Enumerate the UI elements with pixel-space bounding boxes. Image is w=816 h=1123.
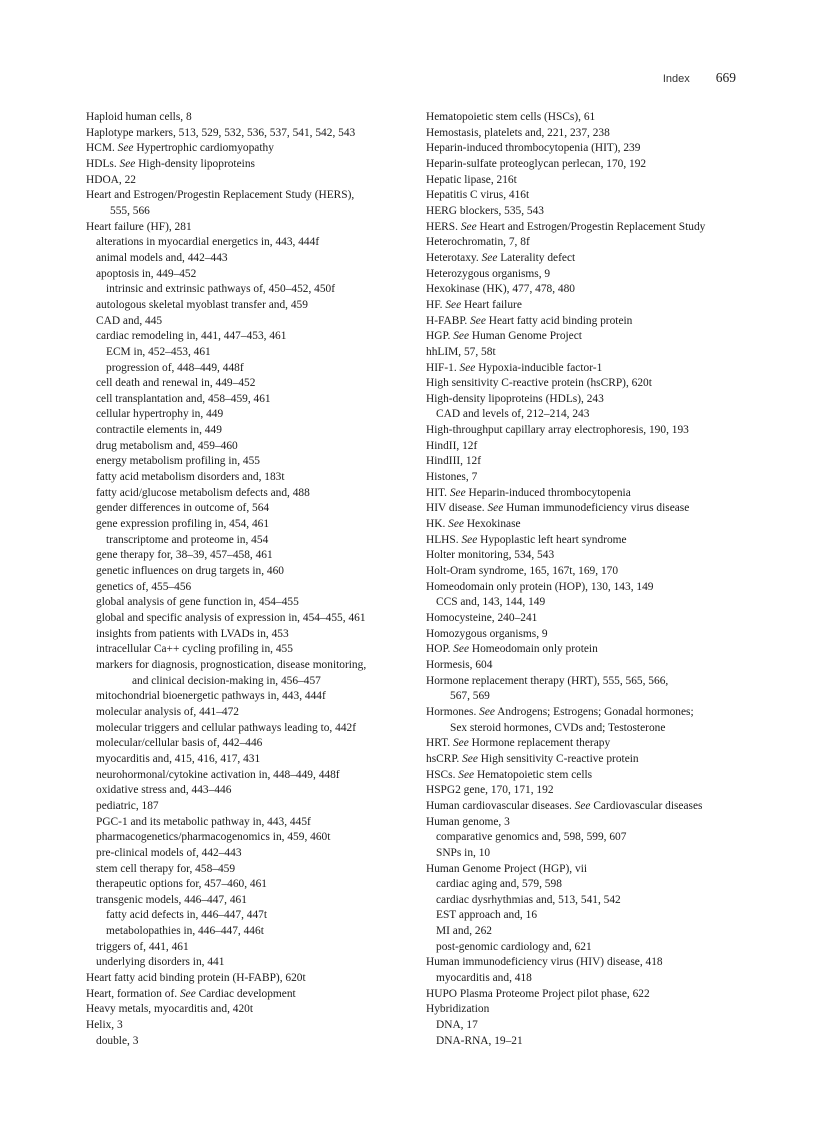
index-entry bbox=[86, 987, 416, 1003]
entry-text: underlying disorders in, 441 bbox=[96, 956, 225, 969]
entry-text: autologous skeletal myoblast transfer and, 459 bbox=[96, 298, 308, 311]
index-subentry bbox=[86, 736, 416, 752]
index-entry bbox=[426, 674, 756, 690]
entry-text: transgenic models, 446–447, 461 bbox=[96, 893, 247, 906]
entry-text: Homeodomain only protein (HOP), 130, 143, 149 bbox=[426, 580, 654, 593]
index-subentry bbox=[86, 314, 416, 330]
entry-text: Homocysteine, 240–241 bbox=[426, 612, 538, 624]
index-entry bbox=[426, 799, 756, 815]
index-subentry bbox=[86, 955, 416, 971]
see-reference: See bbox=[470, 314, 486, 327]
see-reference: See bbox=[452, 737, 469, 750]
index-entry bbox=[426, 188, 756, 204]
cross-reference-target: High-density lipoproteins bbox=[135, 157, 255, 170]
index-subentry bbox=[86, 689, 416, 705]
see-reference: See bbox=[448, 518, 464, 531]
entry-text: Heterotaxy. bbox=[426, 251, 482, 264]
index-subentry bbox=[86, 580, 416, 596]
see-reference: See bbox=[487, 502, 504, 515]
entry-text: MI and, 262 bbox=[436, 925, 492, 938]
index-entry bbox=[426, 470, 756, 486]
entry-text: Human immunodeficiency virus (HIV) disease, 418 bbox=[426, 956, 663, 969]
index-entry bbox=[426, 705, 756, 721]
index-entry bbox=[426, 564, 756, 580]
entry-text: Sex steroid hormones, CVDs and; Testosterone bbox=[450, 721, 666, 734]
entry-text: molecular triggers and cellular pathways leading to, 442f bbox=[96, 721, 356, 734]
entry-text: Haplotype markers, 513, 529, 532, 536, 537, 541, 542, 543 bbox=[86, 126, 356, 139]
cross-reference-target: Hematopoietic stem cells bbox=[474, 768, 593, 781]
index-entry bbox=[426, 204, 756, 220]
index-entry bbox=[426, 235, 756, 251]
index-subentry bbox=[86, 361, 416, 377]
entry-text: HIF-1. bbox=[426, 361, 460, 374]
index-subentry bbox=[86, 235, 416, 251]
entry-text: myocarditis and, 418 bbox=[436, 972, 532, 985]
index-subentry bbox=[86, 595, 416, 611]
index-subentry bbox=[86, 1034, 416, 1050]
index-entry bbox=[426, 533, 756, 549]
entry-text: Heart fatty acid binding protein (H-FABP), 620t bbox=[86, 972, 306, 985]
entry-text: HCM. bbox=[86, 142, 118, 155]
see-reference: See bbox=[453, 643, 470, 656]
index-subentry bbox=[86, 752, 416, 768]
index-subentry bbox=[86, 282, 416, 298]
index-entry bbox=[426, 110, 756, 126]
index-entry bbox=[426, 329, 756, 345]
entry-text: HIT. bbox=[426, 486, 450, 499]
see-reference: See bbox=[461, 533, 478, 546]
entry-text: High sensitivity C-reactive protein (hsCRP), 620t bbox=[426, 377, 652, 390]
index-subentry bbox=[426, 971, 756, 987]
entry-text: 555, 566 bbox=[110, 204, 150, 217]
entry-text: energy metabolism profiling in, 455 bbox=[96, 455, 260, 468]
entry-text: Hepatitis C virus, 416t bbox=[426, 189, 530, 202]
entry-text: Hormesis, 604 bbox=[426, 658, 493, 671]
running-header bbox=[663, 70, 736, 86]
entry-text: EST approach and, 16 bbox=[436, 909, 538, 922]
entry-text: HRT. bbox=[426, 737, 453, 750]
index-subentry bbox=[86, 533, 416, 549]
index-subentry bbox=[426, 924, 756, 940]
index-entry bbox=[426, 862, 756, 878]
entry-text: global and specific analysis of expression in, 454–455, 461 bbox=[96, 612, 366, 624]
see-reference: See bbox=[481, 251, 498, 264]
entry-text: and clinical decision-making in, 456–457 bbox=[132, 674, 321, 687]
entry-text: HindIII, 12f bbox=[426, 455, 482, 468]
index-subentry bbox=[86, 251, 416, 267]
index-column-left bbox=[86, 110, 416, 1049]
index-subentry bbox=[86, 501, 416, 517]
entry-text: global analysis of gene function in, 454–455 bbox=[96, 596, 299, 609]
index-entry bbox=[426, 141, 756, 157]
index-subentry bbox=[86, 376, 416, 392]
entry-text: gene expression profiling in, 454, 461 bbox=[96, 518, 270, 531]
entry-text: contractile elements in, 449 bbox=[96, 424, 222, 437]
index-subentry bbox=[86, 517, 416, 533]
index-column-right bbox=[426, 110, 756, 1049]
entry-text: Hemostasis, platelets and, 221, 237, 238 bbox=[426, 126, 610, 139]
entry-text: Helix, 3 bbox=[86, 1019, 123, 1032]
index-subentry bbox=[426, 595, 756, 611]
see-reference: See bbox=[445, 298, 462, 311]
entry-text: mitochondrial bioenergetic pathways in, 443, 444f bbox=[96, 690, 326, 703]
entry-text: therapeutic options for, 457–460, 461 bbox=[96, 878, 268, 891]
cross-reference-target: Homeodomain only protein bbox=[469, 643, 598, 656]
entry-text: triggers of, 441, 461 bbox=[96, 940, 189, 953]
index-subentry bbox=[426, 407, 756, 423]
index-entry bbox=[426, 580, 756, 596]
entry-text: H-FABP. bbox=[426, 314, 471, 327]
cross-reference-target: Cardiac development bbox=[195, 987, 296, 1000]
entry-text: hsCRP. bbox=[426, 752, 463, 765]
entry-text: CAD and levels of, 212–214, 243 bbox=[436, 408, 590, 421]
entry-text: Holter monitoring, 534, 543 bbox=[426, 549, 555, 562]
entry-text: comparative genomics and, 598, 599, 607 bbox=[436, 831, 627, 844]
index-subentry bbox=[86, 345, 416, 361]
index-subentry bbox=[426, 1018, 756, 1034]
index-subentry bbox=[86, 548, 416, 564]
entry-text: Homozygous organisms, 9 bbox=[426, 627, 548, 640]
entry-text: HGP. bbox=[426, 330, 454, 343]
index-subentry bbox=[86, 486, 416, 502]
entry-text: HDOA, 22 bbox=[86, 173, 136, 186]
entry-text: myocarditis and, 415, 416, 417, 431 bbox=[96, 752, 261, 765]
entry-text: Hepatic lipase, 216t bbox=[426, 173, 517, 186]
index-subentry bbox=[86, 470, 416, 486]
see-reference: See bbox=[574, 799, 591, 812]
see-reference: See bbox=[479, 705, 495, 718]
index-entry bbox=[426, 517, 756, 533]
entry-text: post-genomic cardiology and, 621 bbox=[436, 940, 592, 953]
index-entry bbox=[426, 423, 756, 439]
index-entry-continuation bbox=[86, 204, 416, 220]
entry-text: fatty acid defects in, 446–447, 447t bbox=[106, 909, 268, 922]
index-entry bbox=[426, 282, 756, 298]
index-entry bbox=[426, 611, 756, 627]
index-subentry bbox=[86, 846, 416, 862]
index-subentry bbox=[86, 721, 416, 737]
entry-text: Heavy metals, myocarditis and, 420t bbox=[86, 1003, 254, 1016]
index-entry-continuation bbox=[426, 721, 756, 737]
entry-text: Hexokinase (HK), 477, 478, 480 bbox=[426, 283, 576, 296]
index-entry bbox=[86, 188, 416, 204]
index-entry bbox=[86, 157, 416, 173]
index-entry bbox=[426, 658, 756, 674]
entry-text: double, 3 bbox=[96, 1034, 139, 1047]
entry-text: DNA-RNA, 19–21 bbox=[436, 1034, 523, 1047]
page-number: 669 bbox=[715, 70, 736, 85]
entry-text: Human Genome Project (HGP), vii bbox=[426, 862, 588, 875]
index-subentry bbox=[86, 799, 416, 815]
index-subentry bbox=[86, 830, 416, 846]
index-subentry bbox=[86, 877, 416, 893]
index-subentry bbox=[86, 908, 416, 924]
entry-text: genetics of, 455–456 bbox=[96, 580, 192, 593]
index-subentry bbox=[86, 893, 416, 909]
entry-text: HK. bbox=[426, 518, 449, 531]
entry-text: fatty acid/glucose metabolism defects and, 488 bbox=[96, 486, 310, 499]
entry-text: Hematopoietic stem cells (HSCs), 61 bbox=[426, 111, 596, 123]
index-entry bbox=[426, 298, 756, 314]
index-entry bbox=[426, 345, 756, 361]
entry-text: hhLIM, 57, 58t bbox=[426, 345, 496, 358]
index-entry bbox=[86, 971, 416, 987]
index-subentry bbox=[426, 908, 756, 924]
entry-text: Heart failure (HF), 281 bbox=[86, 220, 192, 233]
cross-reference-target: Cardiovascular diseases bbox=[590, 799, 703, 812]
index-subentry bbox=[86, 924, 416, 940]
index-entry bbox=[426, 157, 756, 173]
cross-reference-target: Human immunodeficiency virus disease bbox=[503, 502, 690, 515]
entry-text: gene therapy for, 38–39, 457–458, 461 bbox=[96, 549, 273, 562]
entry-text: Hormones. bbox=[426, 705, 480, 718]
entry-text: animal models and, 442–443 bbox=[96, 251, 228, 264]
index-entry bbox=[426, 392, 756, 408]
entry-text: neurohormonal/cytokine activation in, 448–449, 448f bbox=[96, 768, 340, 781]
index-subentry bbox=[86, 658, 416, 674]
index-subentry bbox=[86, 705, 416, 721]
entry-text: Heterozygous organisms, 9 bbox=[426, 267, 551, 280]
entry-text: CAD and, 445 bbox=[96, 314, 163, 327]
see-reference: See bbox=[460, 220, 477, 233]
entry-text: HIV disease. bbox=[426, 502, 488, 515]
entry-text: HDLs. bbox=[86, 157, 120, 170]
index-entry bbox=[426, 314, 756, 330]
entry-text: insights from patients with LVADs in, 453 bbox=[96, 627, 289, 640]
index-entry bbox=[86, 110, 416, 126]
entry-text: stem cell therapy for, 458–459 bbox=[96, 862, 236, 875]
cross-reference-target: Human Genome Project bbox=[469, 330, 582, 343]
entry-text: alterations in myocardial energetics in, 443, 444f bbox=[96, 236, 320, 249]
entry-text: cell death and renewal in, 449–452 bbox=[96, 377, 256, 390]
entry-text: HLHS. bbox=[426, 533, 462, 546]
entry-text: HSCs. bbox=[426, 768, 459, 781]
entry-text: progression of, 448–449, 448f bbox=[106, 361, 244, 374]
entry-text: molecular analysis of, 441–472 bbox=[96, 705, 239, 718]
entry-text: HSPG2 gene, 170, 171, 192 bbox=[426, 784, 554, 797]
entry-text: Human genome, 3 bbox=[426, 815, 510, 828]
entry-text: HOP. bbox=[426, 643, 454, 656]
index-entry bbox=[426, 439, 756, 455]
entry-text: intracellular Ca++ cycling profiling in, 455 bbox=[96, 643, 293, 656]
cross-reference-target: Heart and Estrogen/Progestin Replacement Study bbox=[476, 220, 706, 233]
entry-text: HERS. bbox=[426, 220, 461, 233]
cross-reference-target: Laterality defect bbox=[497, 251, 576, 264]
cross-reference-target: High sensitivity C-reactive protein bbox=[477, 752, 639, 765]
entry-text: cell transplantation and, 458–459, 461 bbox=[96, 392, 271, 405]
index-entry-continuation bbox=[426, 689, 756, 705]
index-subentry bbox=[426, 893, 756, 909]
entry-text: HindII, 12f bbox=[426, 439, 478, 452]
index-entry bbox=[426, 815, 756, 831]
index-entry bbox=[426, 173, 756, 189]
entry-text: cardiac aging and, 579, 598 bbox=[436, 878, 562, 891]
entry-text: Heart and Estrogen/Progestin Replacement Study (HERS), bbox=[86, 189, 355, 202]
entry-text: High-throughput capillary array electrophoresis, 190, 193 bbox=[426, 424, 689, 437]
entry-text: Holt-Oram syndrome, 165, 167t, 169, 170 bbox=[426, 565, 619, 578]
cross-reference-target: Hexokinase bbox=[463, 518, 521, 531]
index-entry bbox=[426, 501, 756, 517]
entry-text: ECM in, 452–453, 461 bbox=[106, 345, 211, 358]
see-reference: See bbox=[117, 142, 134, 155]
entry-text: 567, 569 bbox=[450, 690, 490, 703]
entry-text: molecular/cellular basis of, 442–446 bbox=[96, 737, 263, 750]
entry-text: Human cardiovascular diseases. bbox=[426, 799, 575, 812]
cross-reference-target: Heart failure bbox=[461, 298, 522, 311]
see-reference: See bbox=[453, 330, 470, 343]
index-subentry bbox=[86, 627, 416, 643]
index-entry bbox=[426, 454, 756, 470]
entry-text: DNA, 17 bbox=[436, 1019, 478, 1032]
entry-text: drug metabolism and, 459–460 bbox=[96, 439, 238, 452]
entry-text: Haploid human cells, 8 bbox=[86, 111, 192, 123]
index-entry bbox=[86, 1018, 416, 1034]
entry-text: intrinsic and extrinsic pathways of, 450–452, 450f bbox=[106, 283, 336, 296]
entry-text: High-density lipoproteins (HDLs), 243 bbox=[426, 392, 604, 405]
index-subentry bbox=[86, 298, 416, 314]
index-entry bbox=[426, 548, 756, 564]
index-entry bbox=[426, 627, 756, 643]
index-entry bbox=[426, 376, 756, 392]
index-subentry bbox=[426, 830, 756, 846]
entry-text: pre-clinical models of, 442–443 bbox=[96, 846, 242, 859]
index-entry bbox=[426, 752, 756, 768]
index-entry bbox=[426, 1002, 756, 1018]
entry-text: Heart, formation of. bbox=[86, 987, 180, 1000]
entry-text: SNPs in, 10 bbox=[436, 846, 491, 859]
index-subentry bbox=[426, 877, 756, 893]
cross-reference-target: Hypertrophic cardiomyopathy bbox=[133, 142, 274, 155]
index-entry bbox=[426, 486, 756, 502]
entry-text: CCS and, 143, 144, 149 bbox=[436, 596, 546, 609]
index-subentry bbox=[86, 940, 416, 956]
index-entry bbox=[426, 955, 756, 971]
index-subentry bbox=[86, 815, 416, 831]
index-entry bbox=[86, 1002, 416, 1018]
entry-text: pediatric, 187 bbox=[96, 799, 159, 812]
index-subentry bbox=[426, 940, 756, 956]
entry-text: apoptosis in, 449–452 bbox=[96, 267, 197, 280]
index-entry bbox=[426, 987, 756, 1003]
index-entry-continuation bbox=[86, 674, 416, 690]
index-subentry bbox=[86, 392, 416, 408]
see-reference: See bbox=[449, 486, 466, 499]
see-reference: See bbox=[459, 361, 476, 374]
cross-reference-target: Heart fatty acid binding protein bbox=[485, 314, 633, 327]
index-subentry bbox=[86, 267, 416, 283]
index-entry bbox=[426, 126, 756, 142]
entry-text: transcriptome and proteome in, 454 bbox=[106, 533, 269, 546]
index-subentry bbox=[86, 862, 416, 878]
entry-text: Heparin-sulfate proteoglycan perlecan, 170, 192 bbox=[426, 157, 647, 170]
see-reference: See bbox=[462, 752, 478, 765]
index-subentry bbox=[86, 454, 416, 470]
entry-text: oxidative stress and, 443–446 bbox=[96, 784, 232, 797]
entry-text: HF. bbox=[426, 298, 446, 311]
index-entry bbox=[86, 141, 416, 157]
index-entry bbox=[426, 768, 756, 784]
entry-text: Hormone replacement therapy (HRT), 555, 565, 566, bbox=[426, 674, 669, 687]
index-subentry bbox=[86, 783, 416, 799]
entry-text: Histones, 7 bbox=[426, 471, 478, 484]
index-subentry bbox=[86, 768, 416, 784]
index-entry bbox=[426, 251, 756, 267]
section-label: Index bbox=[662, 73, 690, 85]
entry-text: cardiac remodeling in, 441, 447–453, 461 bbox=[96, 330, 287, 343]
index-entry bbox=[426, 267, 756, 283]
cross-reference-target: Hypoplastic left heart syndrome bbox=[477, 533, 627, 546]
index-subentry bbox=[426, 1034, 756, 1050]
index-subentry bbox=[86, 329, 416, 345]
index-subentry bbox=[86, 423, 416, 439]
entry-text: HERG blockers, 535, 543 bbox=[426, 204, 545, 217]
index-subentry bbox=[86, 439, 416, 455]
entry-text: genetic influences on drug targets in, 460 bbox=[96, 565, 285, 578]
see-reference: See bbox=[458, 768, 475, 781]
entry-text: metabolopathies in, 446–447, 446t bbox=[106, 925, 264, 938]
index-entry bbox=[426, 783, 756, 799]
index-entry bbox=[426, 736, 756, 752]
entry-text: cellular hypertrophy in, 449 bbox=[96, 408, 224, 421]
entry-text: PGC-1 and its metabolic pathway in, 443, 445f bbox=[96, 815, 311, 828]
entry-text: Heterochromatin, 7, 8f bbox=[426, 236, 530, 249]
entry-text: Heparin-induced thrombocytopenia (HIT), 239 bbox=[426, 142, 641, 155]
entry-text: fatty acid metabolism disorders and, 183t bbox=[96, 471, 285, 484]
cross-reference-target: Heparin-induced thrombocytopenia bbox=[465, 486, 631, 499]
see-reference: See bbox=[119, 157, 136, 170]
index-subentry bbox=[86, 564, 416, 580]
index-entry bbox=[426, 361, 756, 377]
index-subentry bbox=[426, 846, 756, 862]
entry-text: HUPO Plasma Proteome Project pilot phase, 622 bbox=[426, 987, 650, 1000]
see-reference: See bbox=[179, 987, 196, 1000]
entry-text: Hybridization bbox=[426, 1003, 490, 1016]
index-entry bbox=[86, 173, 416, 189]
index-entry bbox=[86, 220, 416, 236]
cross-reference-target: Androgens; Estrogens; Gonadal hormones; bbox=[494, 705, 694, 718]
entry-text: gender differences in outcome of, 564 bbox=[96, 502, 270, 515]
cross-reference-target: Hypoxia-inducible factor-1 bbox=[475, 361, 603, 374]
entry-text: cardiac dysrhythmias and, 513, 541, 542 bbox=[436, 893, 621, 906]
index-subentry bbox=[86, 407, 416, 423]
entry-text: pharmacogenetics/pharmacogenomics in, 459, 460t bbox=[96, 831, 331, 844]
index-entry bbox=[426, 642, 756, 658]
cross-reference-target: Hormone replacement therapy bbox=[468, 737, 611, 750]
entry-text: markers for diagnosis, prognostication, disease monitoring, bbox=[96, 658, 367, 671]
index-subentry bbox=[86, 642, 416, 658]
index-subentry bbox=[86, 611, 416, 627]
index-entry bbox=[86, 126, 416, 142]
index-entry bbox=[426, 220, 756, 236]
